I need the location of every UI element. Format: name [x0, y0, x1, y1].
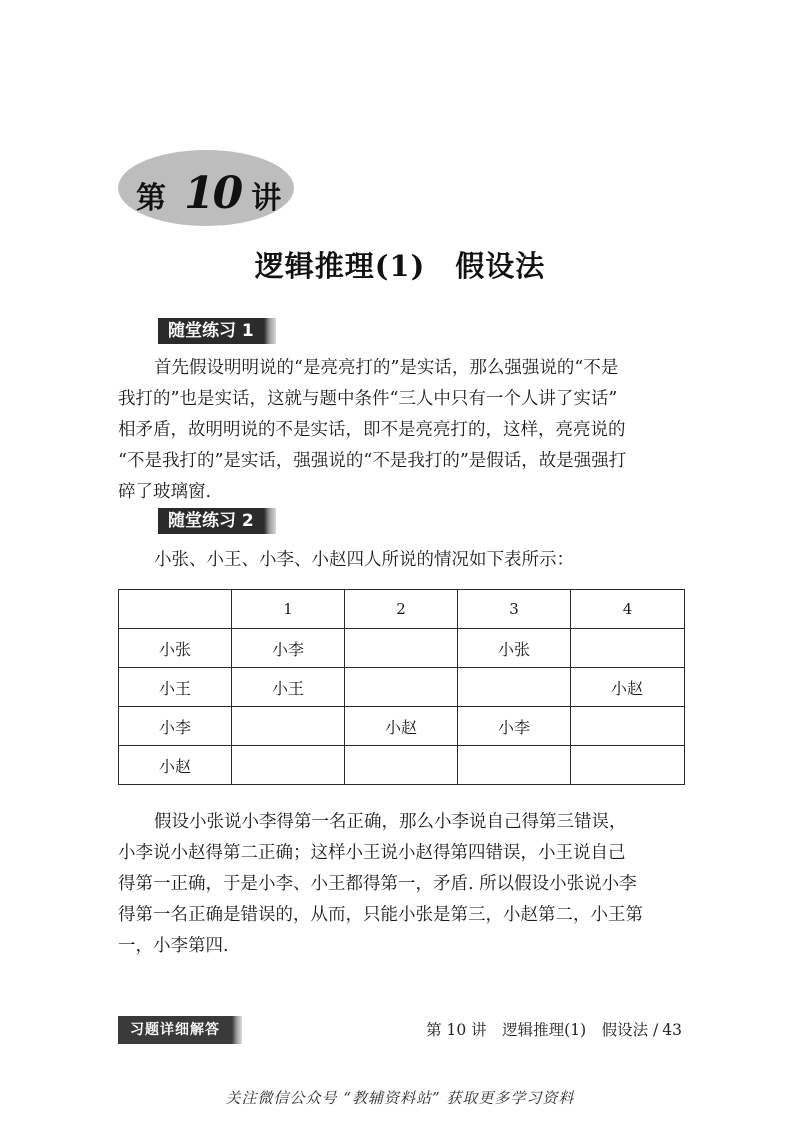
text-line: “不是我打的”是实话，强强说的“不是我打的”是假话，故是强强打	[118, 451, 627, 471]
section-label-practice-1: 随堂练习 1	[158, 318, 264, 344]
statements-table	[118, 589, 685, 785]
table-row	[119, 629, 685, 668]
table-cell-speaker: 小李	[119, 707, 232, 746]
table-row	[119, 707, 685, 746]
running-head	[426, 1016, 682, 1044]
table-header-row	[119, 590, 685, 629]
table-cell: 小赵	[345, 707, 458, 746]
practice-2-answer	[118, 807, 688, 962]
section-label-practice-2: 随堂练习 2	[158, 508, 264, 534]
table-cell: 小王	[232, 668, 345, 707]
table-cell	[571, 746, 685, 785]
text-line: 得第一正确，于是小李、小王都得第一，矛盾. 所以假设小张说小李	[118, 874, 637, 894]
table-cell-speaker: 小王	[119, 668, 232, 707]
chapter-prefix: 第	[136, 181, 166, 216]
chapter-number: 10	[184, 168, 242, 219]
table-cell: 小赵	[571, 668, 685, 707]
table-cell	[345, 668, 458, 707]
table-cell	[458, 668, 571, 707]
text-line: 我打的”也是实话，这就与题中条件“三人中只有一个人讲了实话”	[118, 389, 618, 409]
table-cell: 小张	[458, 629, 571, 668]
practice-1-answer	[118, 353, 688, 508]
practice-2-intro	[118, 545, 688, 576]
text-line: 小李说小赵得第二正确；这样小王说小赵得第四错误，小王说自己	[118, 843, 626, 863]
table-row	[119, 746, 685, 785]
table-cell	[571, 629, 685, 668]
table-header-cell: 1	[232, 590, 345, 629]
table-header-cell	[119, 590, 232, 629]
page-title: 逻辑推理(1) 假设法	[254, 249, 546, 283]
table-cell	[458, 746, 571, 785]
chapter-suffix: 讲	[251, 181, 282, 216]
text-line: 得第一名正确是错误的，从而，只能小张是第三，小赵第二，小王第	[118, 905, 643, 925]
table-header-cell: 4	[571, 590, 685, 629]
text-line: 一，小李第四.	[118, 936, 229, 956]
text-line: 小张、小王、小李、小赵四人所说的情况如下表所示：	[154, 550, 574, 570]
table-header-cell: 3	[458, 590, 571, 629]
text-line: 碎了玻璃窗.	[118, 482, 212, 502]
table-cell	[232, 707, 345, 746]
table-cell	[232, 746, 345, 785]
text-line: 首先假设明明说的“是亮亮打的”是实话，那么强强说的“不是	[154, 358, 619, 378]
watermark-text: 关注微信公众号 “教辅资料站” 获取更多学习资料	[225, 1089, 575, 1107]
table-row	[119, 668, 685, 707]
text-line: 相矛盾，故明明说的不是实话，即不是亮亮打的，这样，亮亮说的	[118, 420, 626, 440]
footer-badge: 习题详细解答	[118, 1016, 232, 1044]
running-head-text: 第 10 讲 逻辑推理(1) 假设法 /	[426, 1021, 659, 1039]
table-cell	[571, 707, 685, 746]
table-header-cell: 2	[345, 590, 458, 629]
table-cell: 小李	[458, 707, 571, 746]
page-number: 43	[662, 1021, 682, 1039]
table-cell-speaker: 小张	[119, 629, 232, 668]
table-cell: 小李	[232, 629, 345, 668]
chapter-label	[136, 168, 282, 219]
table-cell	[345, 629, 458, 668]
text-line: 假设小张说小李得第一名正确，那么小李说自己得第三错误，	[154, 812, 627, 832]
table-cell-speaker: 小赵	[119, 746, 232, 785]
table-cell	[345, 746, 458, 785]
